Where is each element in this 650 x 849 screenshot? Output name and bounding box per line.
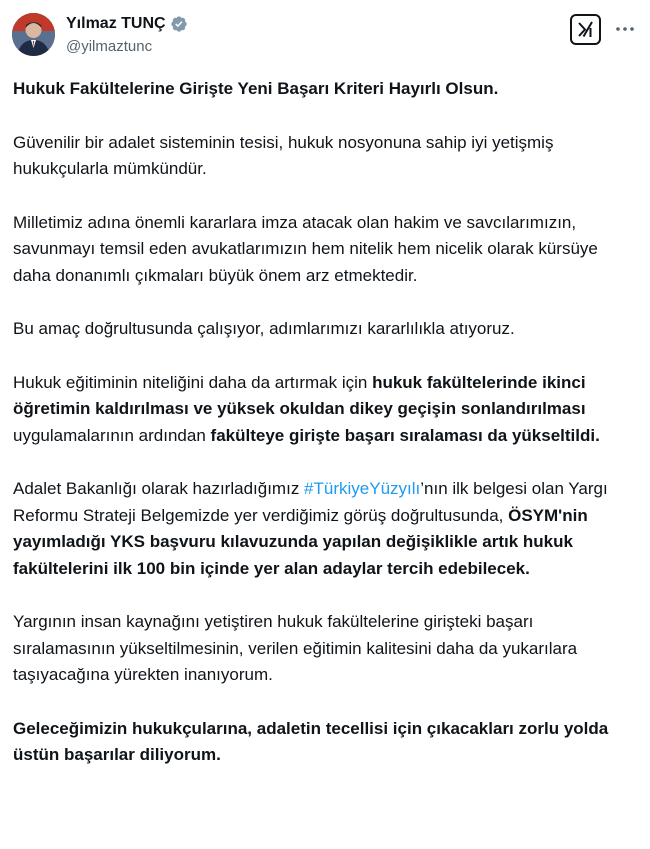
avatar-icon — [12, 13, 55, 56]
grok-button[interactable] — [570, 14, 601, 45]
text-run: Adalet Bakanlığı olarak hazırladığımız — [13, 479, 305, 498]
bold-text-run: hukuk fakültelerinde ikinci öğretimin kaldırılması ve yüksek okuldan dikey geçişin sonlandırılması — [13, 372, 586, 418]
grok-icon — [575, 19, 596, 40]
post-paragraph — [13, 76, 638, 103]
bold-text-run: Geleceğimizin hukukçularına, adaletin tecellisi için çıkacakları zorlu yolda üstün başarılar diliyorum. — [13, 718, 609, 764]
post-paragraph — [13, 476, 638, 582]
author-handle[interactable]: @yilmaztunc — [66, 38, 153, 55]
text-run: ’nın ilk belgesi olan Yargı Reformu Strateji Belgemizde yer verdiğimiz görüş doğrultusunda, — [13, 479, 608, 525]
more-options-icon — [615, 26, 635, 32]
bold-text-run: ÖSYM'nin yayımladığı YKS başvuru kılavuzunda yapılan değişiklikle artık hukuk fakültelerini ilk 100 bin içinde yer alan adaylar tercih edebilecek. — [13, 505, 588, 578]
author-name-row — [66, 14, 188, 34]
post-paragraph: Milletimiz adına önemli kararlara imza atacak olan hakim ve savcılarımızın, savunmayı temsil eden avukatlarımızın hem nitelik hem nicelik olarak kürsüye daha donanımlı çıkmaları büyük önem arz etmektedir. — [13, 212, 598, 285]
post-paragraph: Yargının insan kaynağını yetiştiren hukuk fakültelerine girişteki başarı sıralamasının yükseltilmesinin, verilen eğitimin kalitesini daha da yukarılara taşıyacağına yürekten inanıyorum. — [13, 612, 578, 684]
text-run: uygulamalarının ardından — [13, 425, 211, 445]
post-paragraph — [13, 716, 638, 769]
hashtag-link[interactable]: #TürkiyeYüzyılı — [304, 479, 421, 498]
post-title: Hukuk Fakültelerine Girişte Yeni Başarı Kriteri Hayırlı Olsun. — [13, 79, 499, 98]
more-options-button[interactable] — [612, 16, 638, 42]
author-display-name[interactable]: Yılmaz TUNÇ — [66, 15, 166, 32]
post-text — [13, 76, 638, 796]
post-header — [0, 0, 650, 70]
avatar[interactable] — [12, 13, 55, 56]
post-paragraph — [13, 370, 638, 450]
bold-text-run: fakülteye girişte başarı sıralaması da yükseltildi. — [210, 425, 600, 445]
post-paragraph: Güvenilir bir adalet sisteminin tesisi, hukuk nosyonuna sahip iyi yetişmiş hukukçularla mümkündür. — [13, 132, 554, 178]
verified-badge-icon — [170, 15, 188, 33]
text-run: Hukuk eğitiminin niteliğini daha da artırmak için — [13, 372, 373, 392]
post-paragraph: Bu amaç doğrultusunda çalışıyor, adımlarımızı kararlılıkla atıyoruz. — [13, 319, 515, 338]
